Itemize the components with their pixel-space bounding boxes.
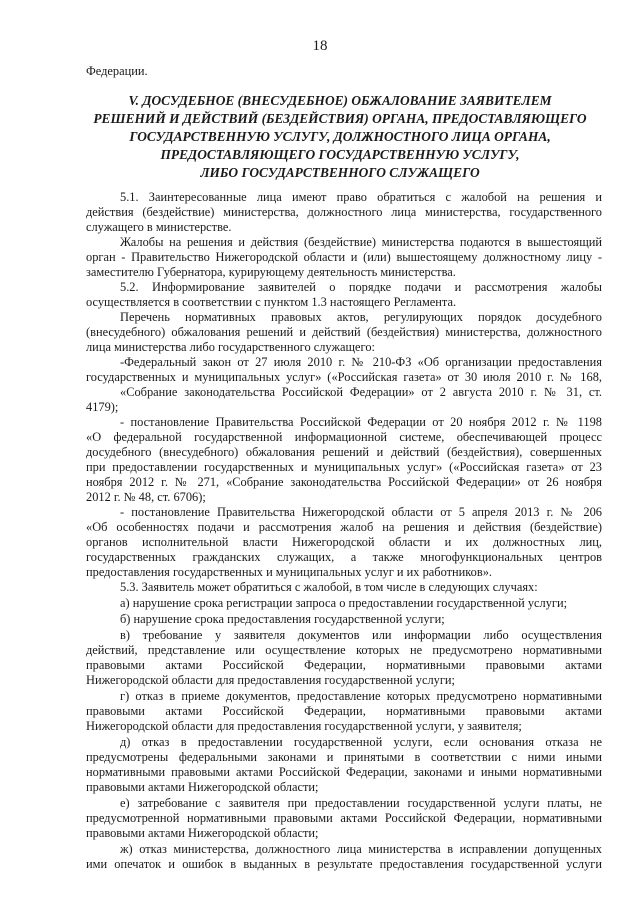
paragraph-line: 5.1. Заинтересованные лица имеют право обратиться с жалобой на решения и [120,190,602,204]
paragraph-line: досудебного (внесудебного) обжалования решений и действий (бездействия), совершенных [86,445,602,459]
paragraph-line: 4179); [86,400,119,414]
section-heading-line: V. ДОСУДЕБНОЕ (ВНЕСУДЕБНОЕ) ОБЖАЛОВАНИЕ ЗАЯВИТЕЛЕМ [128,93,552,108]
paragraph-line: ж) отказ министерства, должностного лица министерства в исправлении допущенных [120,842,602,856]
paragraph-line: «Об особенностях подачи и рассмотрения жалоб на решения и действия (бездействие) [86,520,602,534]
paragraph-line: правовыми актами Нижегородской области; [86,826,319,840]
paragraph-line: -Федеральный закон от 27 июля 2010 г. № 210-ФЗ «Об организации предоставления [120,355,602,369]
section-heading-line: ПРЕДОСТАВЛЯЮЩЕГО ГОСУДАРСТВЕННУЮ УСЛУГУ, [160,147,520,162]
paragraph-line: «Собрание законодательства Российской Федерации» от 2 августа 2010 г. № 31, ст. [120,385,602,399]
paragraph-line: 5.2. Информирование заявителей о порядке подачи и рассмотрения жалобы [120,280,602,294]
paragraph-line: орган - Правительство Нижегородской области и (или) вышестоящему должностному лицу - [86,250,602,264]
paragraph-line: Нижегородской области для предоставления государственной услуги, у заявителя; [86,719,522,733]
page-number: 18 [312,38,328,54]
paragraph-line: предоставления государственных и муниципальных услуг и их работников». [86,565,493,579]
paragraph-line: при предоставлении государственных и муниципальных услуг» («Российская газета» от 23 [86,460,602,474]
paragraph-line: нормативными правовыми актами Российской Федерации, законами и иными нормативными [86,765,602,779]
paragraph-line: Перечень нормативных правовых актов, регулирующих порядок досудебного [120,310,602,324]
paragraph-line: 5.3. Заявитель может обратиться с жалобой, в том числе в следующих случаях: [120,580,538,594]
paragraph-line: (внесудебного) обжалования решений и действий (бездействия) министерства, должностного [86,325,602,339]
paragraph-line: - постановление Правительства Нижегородской области от 5 апреля 2013 г. № 206 [120,505,602,519]
paragraph-line: органов исполнительной власти Нижегородской области и их должностных лиц, [86,535,602,549]
paragraph-line: Нижегородской области для предоставления государственной услуги; [86,673,455,687]
paragraph-line: правовыми актами Российской Федерации, нормативными правовыми актами [86,704,602,718]
section-heading-line: РЕШЕНИЙ И ДЕЙСТВИЙ (БЕЗДЕЙСТВИЯ) ОРГАНА, ПРЕДОСТАВЛЯЮЩЕГО [93,111,587,126]
paragraph-line: предусмотренной нормативными правовыми актами Российской Федерации, нормативными [86,811,602,825]
paragraph-line: служащего в министерстве. [86,220,232,234]
paragraph-line: 2012 г. № 48, ст. 6706); [86,490,206,504]
section-heading-line: ЛИБО ГОСУДАРСТВЕННОГО СЛУЖАЩЕГО [200,165,480,180]
paragraph-line: заместителю Губернатора, курирующему деятельность министерства. [86,265,456,279]
continuation-text: Федерации. [86,64,148,78]
paragraph-line: б) нарушение срока предоставления государственной услуги; [120,612,445,626]
section-heading-line: ГОСУДАРСТВЕННУЮ УСЛУГУ, ДОЛЖНОСТНОГО ЛИЦА ОРГАНА, [129,129,551,144]
paragraph-line: ноября 2012 г. № 271, «Собрание законодательства Российской Федерации» от 26 ноября [86,475,602,489]
paragraph-line: е) затребование с заявителя при предоставлении государственной услуги платы, не [120,796,602,810]
paragraph-line: правовыми актами Российской Федерации, нормативными правовыми актами [86,658,602,672]
paragraph-line: государственных гражданских служащих, а также многофункциональных центров [86,550,602,564]
paragraph-line: г) отказ в приеме документов, предоставление которых предусмотрено нормативными [120,689,602,703]
paragraph-line: ими опечаток и ошибок в выданных в результате предоставления государственной услуги [86,857,602,871]
paragraph-line: д) отказ в предоставлении государственной услуги, если основания отказа не [120,735,602,749]
paragraph-line: предусмотрены федеральными законами и принятыми в соответствии с ними иными [86,750,602,764]
paragraph-line: осуществляется в соответствии с пунктом 1.3 настоящего Регламента. [86,295,457,309]
paragraph-line: - постановление Правительства Российской Федерации от 20 ноября 2012 г. № 1198 [120,415,602,429]
paragraph-line: правовыми актами Нижегородской области; [86,780,319,794]
paragraph-line: Жалобы на решения и действия (бездействие) министерства подаются в вышестоящий [120,235,602,249]
paragraph-line: в) требование у заявителя документов или информации либо осуществления [120,628,602,642]
paragraph-line: «О федеральной государственной информационной системе, обеспечивающей процесс [86,430,602,444]
paragraph-line: а) нарушение срока регистрации запроса о предоставлении государственной услуги; [120,596,568,610]
paragraph-line: действий, представление или осуществление которых не предусмотрено нормативными [86,643,602,657]
paragraph-line: лица министерства либо государственного служащего: [86,340,375,354]
paragraph-line: действия (бездействие) министерства, должностного лица министерства, государственного [86,205,602,219]
paragraph-line: государственных и муниципальных услуг» («Российская газета» от 30 июля 2010 г. № 168, [86,370,602,384]
